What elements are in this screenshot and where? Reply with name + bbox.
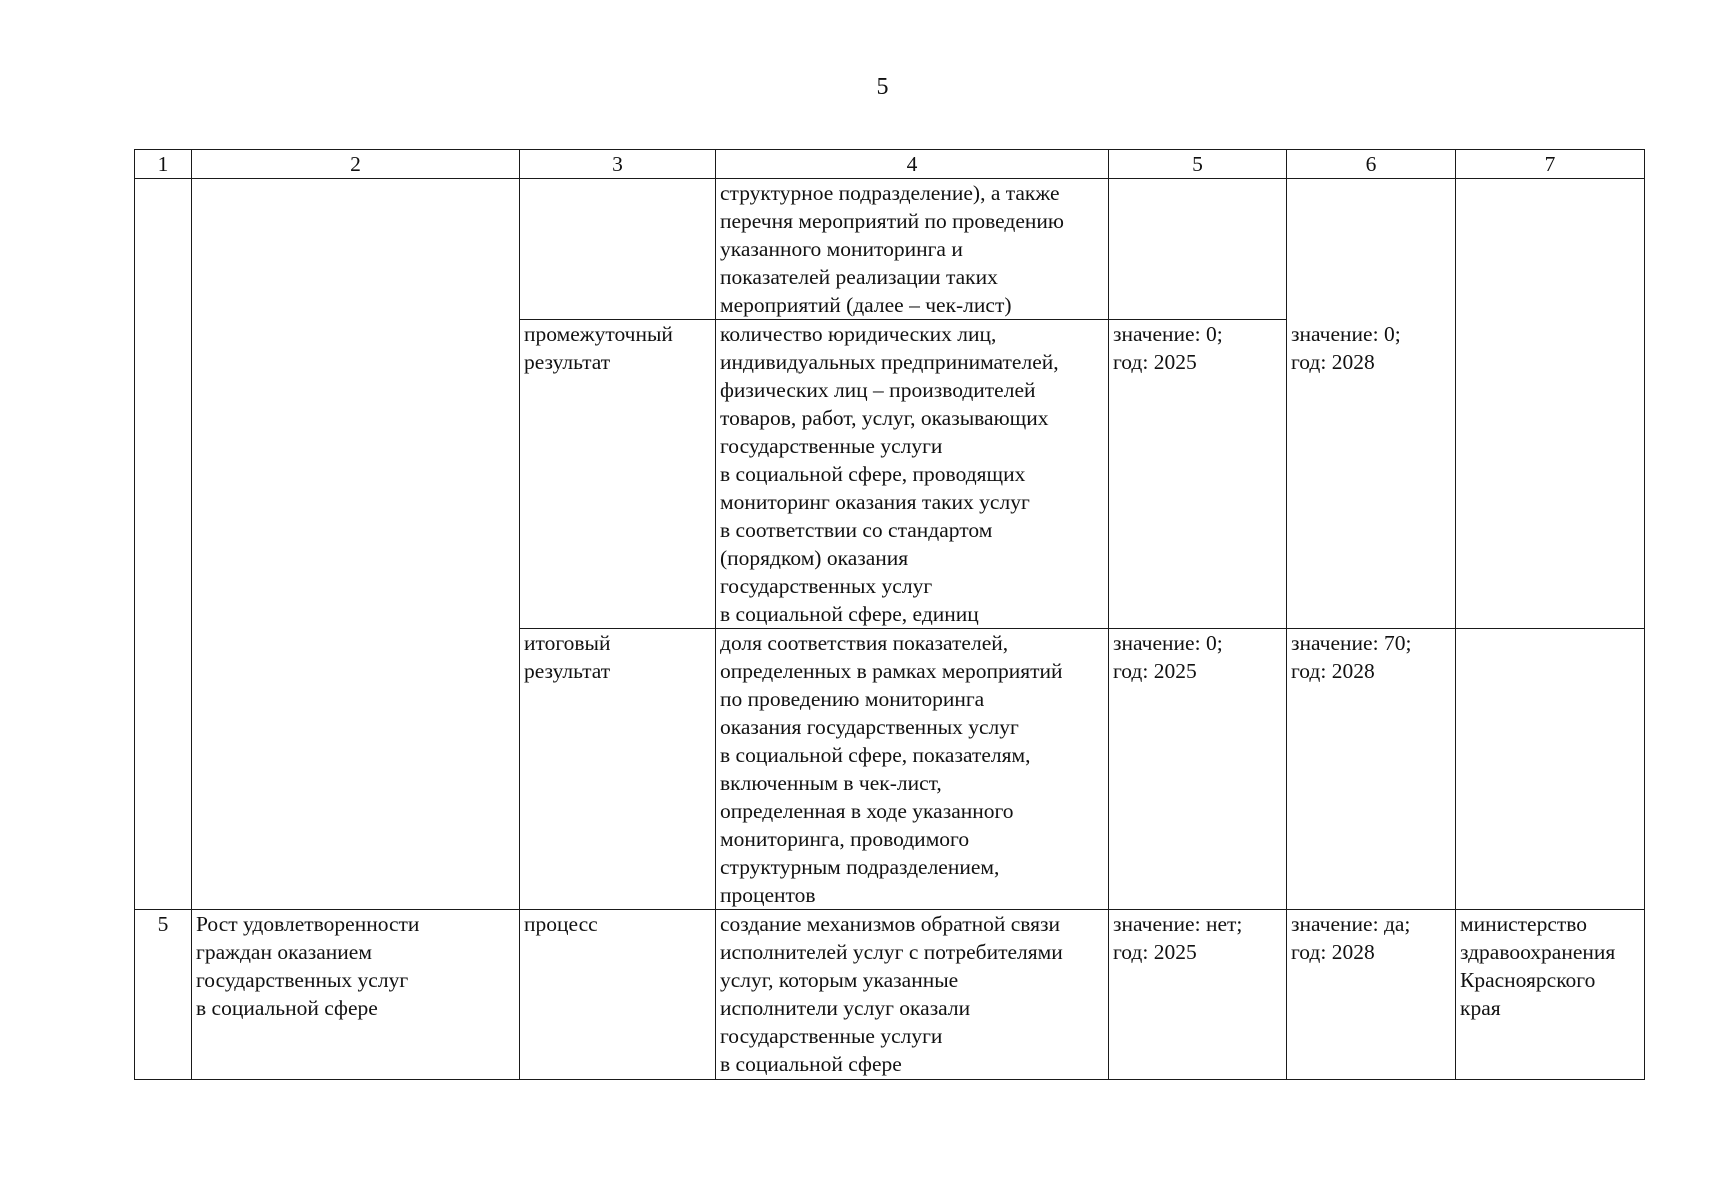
header-cell-2: 2	[192, 150, 520, 179]
indicator-cell: создание механизмов обратной связи исполнителей услуг с потребителями услуг, которым указанные исполнители услуг оказали государственные услуги в социальной сфере	[716, 910, 1109, 1080]
target-value-cell: значение: да; год: 2028	[1287, 910, 1456, 1080]
header-cell-3: 3	[520, 150, 716, 179]
target-value-cell: значение: 70; год: 2028	[1287, 629, 1456, 910]
header-cell-1: 1	[135, 150, 192, 179]
indicator-cell: доля соответствия показателей, определенных в рамках мероприятий по проведению мониторинга оказания государственных услуг в социальной сфере, показателям, включенным в чек-лист, определенная в ходе указанного мониторинга, проводимого структурным подразделением, процентов	[716, 629, 1109, 910]
table-header-row	[135, 150, 1645, 179]
row-number-cell	[135, 179, 192, 910]
header-cell-4: 4	[716, 150, 1109, 179]
goal-cell	[192, 179, 520, 910]
result-type-cell: итоговый результат	[520, 629, 716, 910]
indicators-table	[134, 149, 1645, 1080]
result-type-cell: процесс	[520, 910, 716, 1080]
base-value-cell: значение: нет; год: 2025	[1109, 910, 1287, 1080]
base-value-cell: значение: 0; год: 2025	[1109, 320, 1287, 629]
base-value-cell	[1109, 179, 1287, 320]
table-row	[135, 179, 1645, 320]
header-cell-5: 5	[1109, 150, 1287, 179]
page-number: 5	[876, 74, 889, 100]
target-value-cell: значение: 0; год: 2028	[1287, 320, 1456, 629]
responsible-cell: министерство здравоохранения Красноярского края	[1456, 910, 1645, 1080]
result-type-cell: промежуточный результат	[520, 320, 716, 629]
responsible-cell	[1456, 629, 1645, 910]
indicator-cell: структурное подразделение), а также перечня мероприятий по проведению указанного мониторинга и показателей реализации таких мероприятий (далее – чек-лист)	[716, 179, 1109, 320]
indicator-cell: количество юридических лиц, индивидуальных предпринимателей, физических лиц – производителей товаров, работ, услуг, оказывающих государственные услуги в социальной сфере, проводящих мониторинг оказания таких услуг в соответствии со стандартом (порядком) оказания государственных услуг в социальной сфере, единиц	[716, 320, 1109, 629]
header-cell-6: 6	[1287, 150, 1456, 179]
row-number-cell: 5	[135, 910, 192, 1080]
target-value-cell	[1287, 179, 1456, 320]
header-cell-7: 7	[1456, 150, 1645, 179]
responsible-cell	[1456, 179, 1645, 629]
goal-cell: Рост удовлетворенности граждан оказанием государственных услуг в социальной сфере	[192, 910, 520, 1080]
table-row	[135, 910, 1645, 1080]
base-value-cell: значение: 0; год: 2025	[1109, 629, 1287, 910]
result-type-cell	[520, 179, 716, 320]
